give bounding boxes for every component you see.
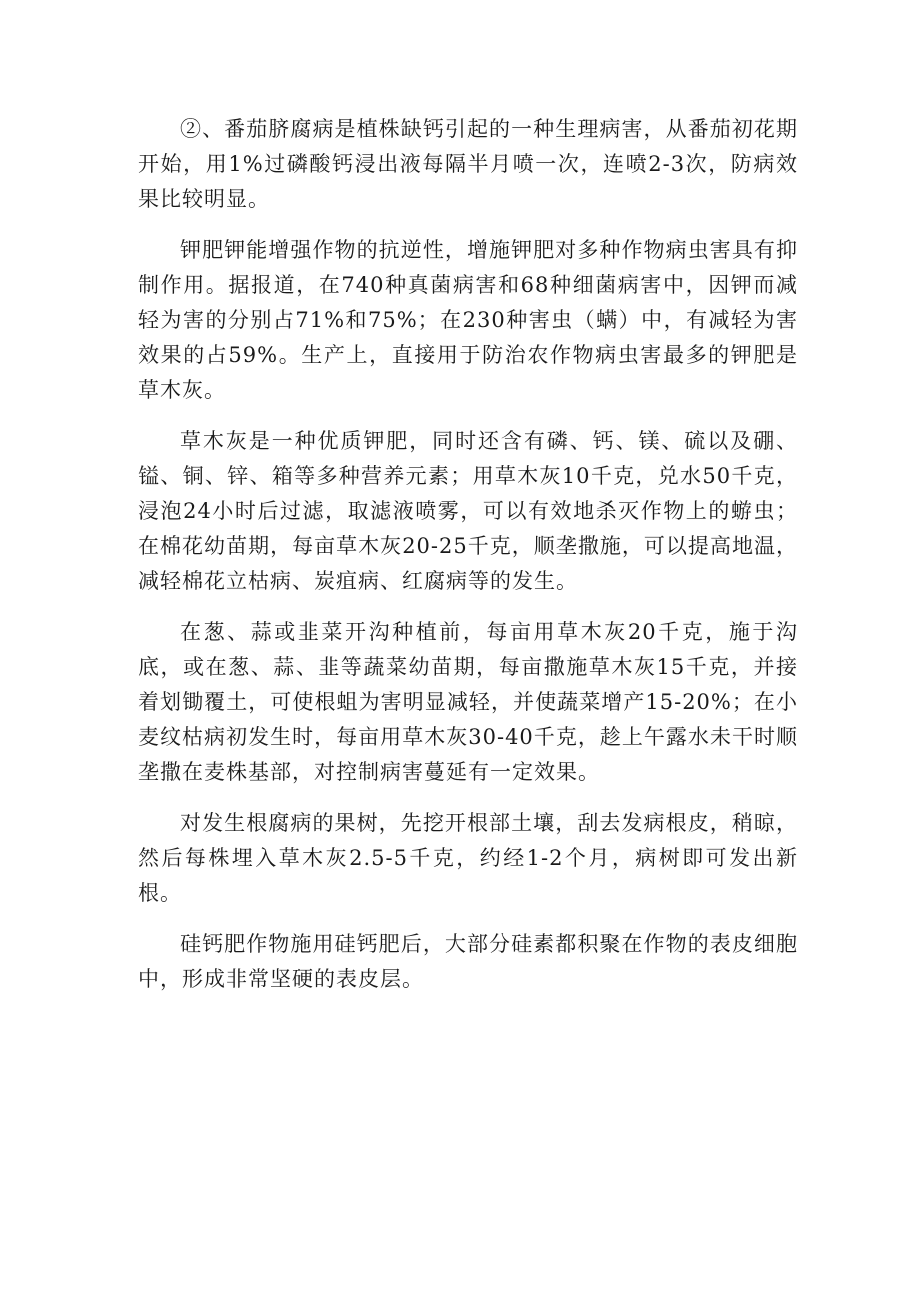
paragraph-calcium-tomato: ②、番茄脐腐病是植株缺钙引起的一种生理病害，从番茄初花期开始，用1%过磷酸钙浸出液每隔半月喷一次，连喷2-3次，防病效果比较明显。 [138, 117, 798, 211]
paragraph-potash: 钾肥钾能增强作物的抗逆性，增施钾肥对多种作物病虫害具有抑制作用。据报道，在740种真菌病害和68种细菌病害中，因钾而减轻为害的分别占71%和75%；在230种害虫（螨）中，有减轻为害效果的占59%。生产上，直接用于防治农作物病虫害最多的钾肥是草木灰。 [138, 238, 798, 402]
paragraph-plant-ash: 草木灰是一种优质钾肥，同时还含有磷、钙、镁、硫以及硼、镒、铜、锌、箱等多种营养元素；用草木灰10千克，兑水50千克，浸泡24小时后过滤，取滤液喷雾，可以有效地杀灭作物上的蝣虫；在棉花幼苗期，每亩草木灰20-25千克，顺垄撒施，可以提高地温，减轻棉花立枯病、炭疽病、红腐病等的发生。 [138, 429, 798, 593]
paragraph-onion-garlic: 在葱、蒜或韭菜开沟种植前，每亩用草木灰20千克，施于沟底，或在葱、蒜、韭等蔬菜幼苗期，每亩撒施草木灰15千克，并接着划锄覆土，可使根蛆为害明显减轻，并使蔬菜增产15-20%；在小麦纹枯病初发生时，每亩用草木灰30-40千克，趁上午露水未干时顺垄撒在麦株基部，对控制病害蔓延有一定效果。 [138, 620, 798, 784]
paragraph-root-rot: 对发生根腐病的果树，先挖开根部土壤，刮去发病根皮，稍晾，然后每株埋入草木灰2.5-5千克，约经1-2个月，病树即可发出新根。 [138, 811, 798, 905]
paragraph-silicon-calcium: 硅钙肥作物施用硅钙肥后，大部分硅素都积聚在作物的表皮细胞中，形成非常坚硬的表皮层。 [138, 932, 798, 991]
document-body [138, 112, 798, 1013]
